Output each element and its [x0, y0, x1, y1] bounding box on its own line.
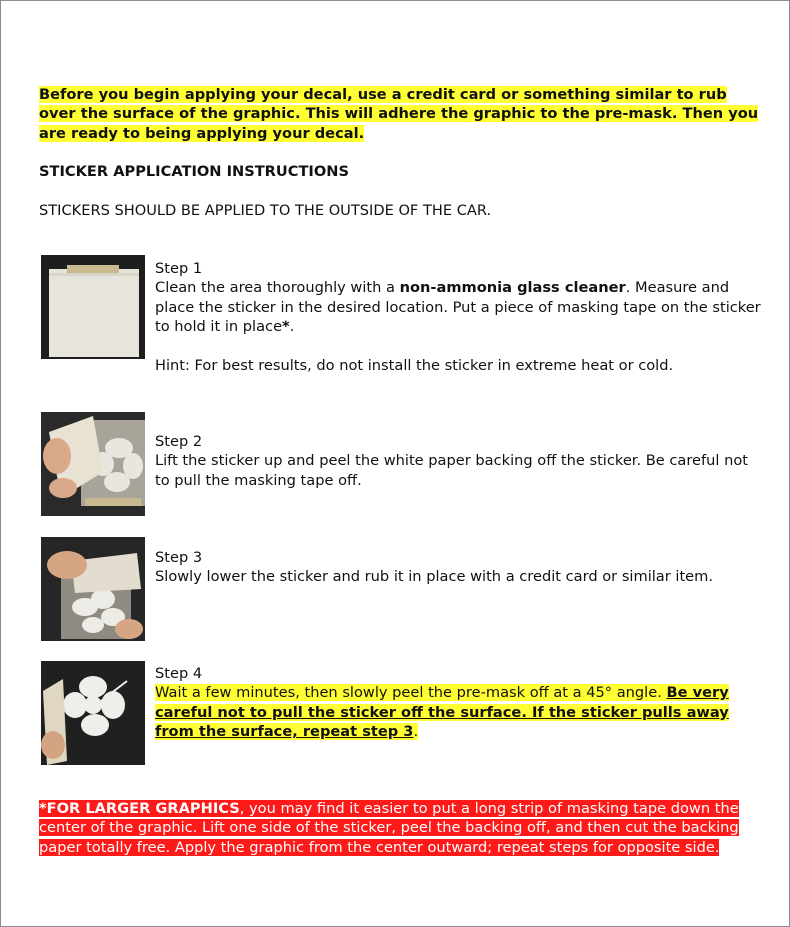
step3-photo [41, 537, 145, 641]
step4-text [155, 664, 763, 742]
step1-hint: Hint: For best results, do not install the sticker in extreme heat or cold. [155, 357, 674, 375]
intro-instructions [39, 85, 759, 143]
step4-highlight [155, 684, 729, 740]
step1-title: Step 1 [155, 260, 203, 277]
step4-text-before: Wait a few minutes, then slowly peel the pre-mask off at a 45° angle. [155, 684, 667, 702]
step1-text-end: . [289, 318, 295, 336]
page-heading: STICKER APPLICATION INSTRUCTIONS [39, 163, 349, 180]
peel-backing-image [41, 412, 145, 516]
larger-note-highlight [39, 800, 739, 856]
step4-body [155, 683, 763, 741]
lower-sticker-image [41, 537, 145, 641]
outside-note: STICKERS SHOULD BE APPLIED TO THE OUTSIDE OF THE CAR. [39, 202, 492, 219]
step3-body: Slowly lower the sticker and rub it in place with a credit card or similar item. [155, 568, 713, 586]
larger-note-text: , you may find it easier to put a long strip of masking tape down the center of the graphic. Lift one side of the sticker, peel the backing off, and then cut the backing paper totally free. Apply the graphic from the center outward; repeat steps for opposite side. [39, 800, 739, 856]
step2-text [155, 432, 763, 490]
step3-text [155, 548, 763, 587]
step1-asterisk: * [282, 318, 290, 336]
step4-title: Step 4 [155, 665, 203, 682]
larger-note-bold: *FOR LARGER GRAPHICS [39, 800, 240, 817]
step2-photo [41, 412, 145, 516]
step1-text [155, 259, 763, 375]
intro-highlight: Before you begin applying your decal, use a credit card or something similar to rub over the surface of the graphic. This will adhere the graphic to the pre-mask. Then you are ready to being applying your decal. [39, 86, 759, 142]
sticker-sheet-image [41, 255, 145, 359]
step2-body: Lift the sticker up and peel the white paper backing off the sticker. Be careful not to pull the masking tape off. [155, 452, 748, 489]
step1-text-after: . Measure and place the sticker in the desired location. Put a piece of masking tape on the sticker to hold it in place [155, 279, 761, 336]
step1-photo [41, 255, 145, 359]
step1-text-before: Clean the area thoroughly with a [155, 279, 400, 297]
peel-premask-image [41, 661, 145, 765]
step3-title: Step 3 [155, 549, 203, 566]
step4-warning: Be very careful not to pull the sticker off the surface. If the sticker pulls away from the surface, repeat step 3 [155, 684, 729, 741]
step1-body [155, 278, 763, 336]
step1-bold: non-ammonia glass cleaner [399, 279, 626, 297]
step2-title: Step 2 [155, 433, 203, 450]
larger-graphics-note [39, 799, 751, 857]
step4-text-end: . [413, 723, 419, 741]
step4-photo [41, 661, 145, 765]
